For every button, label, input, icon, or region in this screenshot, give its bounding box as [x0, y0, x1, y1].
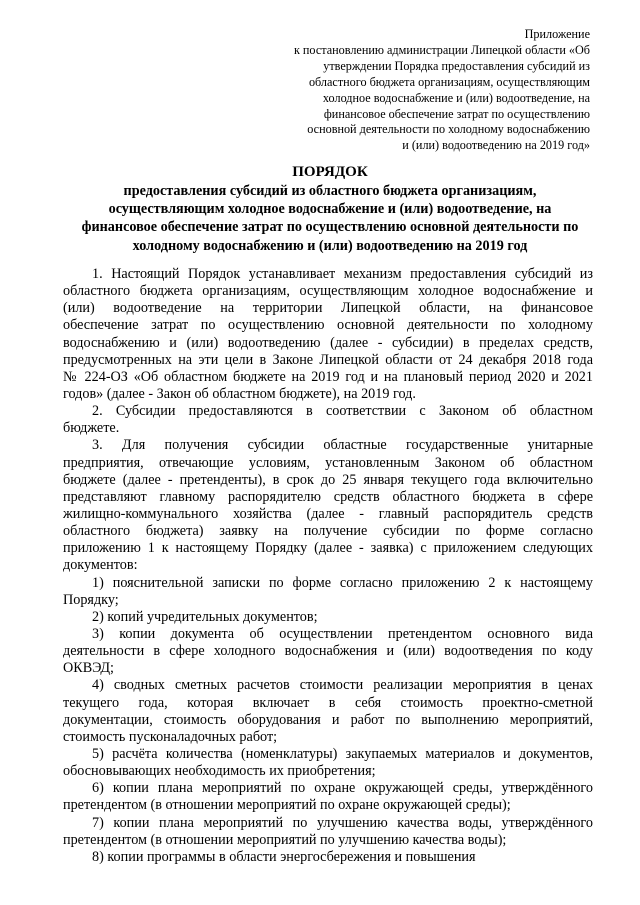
- body-line: предусмотренных на эти цели в Законе Липецкой области от 24 декабря 2018 года: [63, 351, 593, 368]
- body-line: документации, стоимость оборудования и работ по выполнению мероприятий,: [63, 711, 593, 728]
- subtitle-line: холодному водоснабжению и (или) водоотведению на 2019 год: [132, 237, 528, 254]
- appendix-line: и (или) водоотведению на 2019 год»: [402, 138, 590, 153]
- body-line: 5) расчёта количества (номенклатуры) закупаемых материалов и документов,: [92, 745, 593, 762]
- body-line: водоснабжению и (или) водоотведению (далее - субсидии) в пределах средств,: [63, 334, 593, 351]
- body-line: 3) копии документа об осуществлении претендентом основного вида: [92, 625, 593, 642]
- body-line: областного бюджета организациям, осуществляющим холодное водоснабжение и: [63, 283, 593, 300]
- body-line: представляют главному распорядителю средств областного бюджета в сфере: [63, 488, 593, 505]
- body-line: 1. Настоящий Порядок устанавливает механизм предоставления субсидий из: [92, 266, 593, 282]
- body-line: 2. Субсидии предоставляются в соответствии с Законом об областном: [92, 403, 593, 420]
- appendix-line: финансовое обеспечение затрат по осуществлению: [323, 106, 590, 121]
- body-line: № 224-ОЗ «Об областном бюджете на 2019 год и на плановый период 2020 и 2021: [63, 368, 593, 385]
- subtitle-line: финансовое обеспечение затрат по осуществлению основной деятельности по: [81, 219, 579, 236]
- body-line: текущего года, которая включает в себя стоимость проектно-сметной: [63, 694, 593, 711]
- body-line: 6) копии плана мероприятий по охране окружающей среды, утверждённого: [92, 780, 593, 797]
- appendix-line: утверждении Порядка предоставления субсидий из: [323, 58, 590, 73]
- body-line: приложению 1 к настоящему Порядку (далее - заявка) с приложением следующих: [63, 540, 593, 557]
- document-title: ПОРЯДОК: [292, 164, 368, 180]
- appendix-note: [260, 27, 590, 154]
- body-line: предприятия, отвечающие условиям, установленным Законом об областном: [63, 454, 593, 471]
- body-line: 2) копий учредительных документов;: [92, 608, 318, 625]
- appendix-line: основной деятельности по холодному водоснабжению: [307, 122, 590, 137]
- body-line: областного бюджета) заявку на получение субсидии по форме согласно: [63, 523, 593, 540]
- body-line: претендентом (в отношении мероприятий по улучшению качества воды);: [63, 831, 507, 848]
- body-line: 1) пояснительной записки по форме согласно приложению 2 к настоящему: [92, 574, 593, 591]
- body-line: годов» (далее - Закон об областном бюджете), на 2019 год.: [63, 385, 416, 402]
- body-line: (или) водоотведение на территории Липецкой области, на финансовое: [63, 300, 593, 317]
- body-line: стоимость пусконаладочных работ;: [63, 728, 278, 745]
- document-subtitle: [60, 182, 600, 255]
- appendix-line: к постановлению администрации Липецкой области «Об: [293, 42, 590, 57]
- appendix-line: областного бюджета организациям, осуществляющим: [308, 74, 590, 89]
- body-line: 8) копии программы в области энергосбережения и повышения: [92, 848, 476, 865]
- document-body: [63, 266, 593, 866]
- body-line: претендентом (в отношении мероприятий по охране окружающей среды);: [63, 797, 511, 814]
- body-line: документов:: [63, 557, 138, 574]
- body-line: деятельности в сфере холодного водоснабжения и (или) водоотведения по коду: [63, 643, 593, 660]
- subtitle-line: осуществляющим холодное водоснабжение и (или) водоотведение, на: [108, 201, 552, 218]
- body-line: бюджете.: [63, 420, 120, 437]
- body-line: 7) копии плана мероприятий по улучшению качества воды, утверждённого: [92, 814, 593, 831]
- body-line: обосновывающих необходимость их приобретения;: [63, 763, 376, 780]
- body-line: 3. Для получения субсидии областные государственные унитарные: [92, 437, 593, 454]
- appendix-line: холодное водоснабжение и (или) водоотведение, на: [322, 90, 590, 105]
- body-line: ОКВЭД;: [63, 660, 114, 677]
- body-line: обеспечение затрат по осуществлению основной деятельности по холодному: [63, 317, 593, 334]
- subtitle-line: предоставления субсидий из областного бюджета организациям,: [123, 183, 537, 199]
- body-line: Порядку;: [63, 591, 119, 608]
- appendix-line: Приложение: [524, 27, 590, 41]
- body-line: жилищно-коммунального хозяйства (далее - главный распорядитель средств: [63, 505, 593, 522]
- body-line: бюджете (далее - претенденты), в срок до 25 января текущего года включительно: [63, 471, 593, 488]
- body-line: 4) сводных сметных расчетов стоимости реализации мероприятия в ценах: [92, 677, 593, 694]
